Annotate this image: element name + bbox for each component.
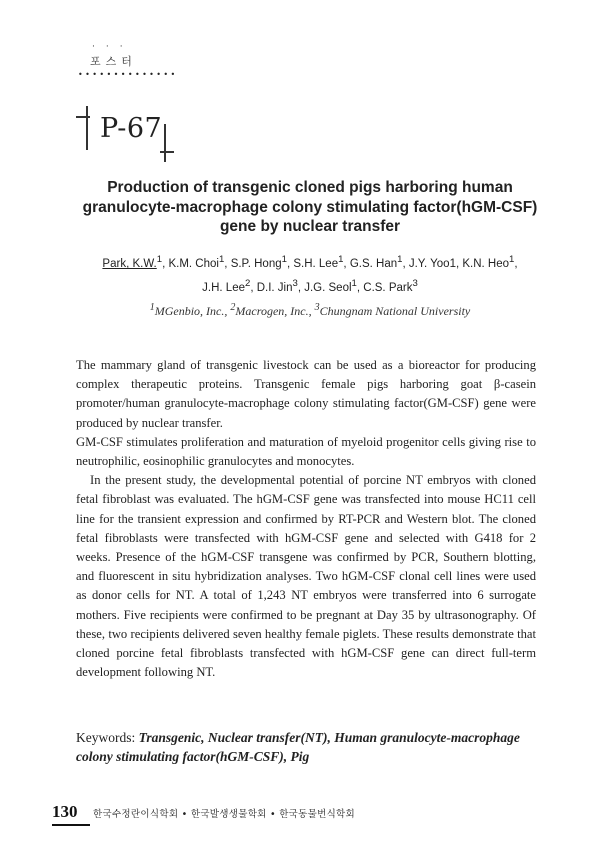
author-affil: 1 xyxy=(338,254,344,265)
footer-societies: 한국수정란이식학회 • 한국발생생물학회 • 한국동물번식학회 xyxy=(93,809,356,820)
lead-author-affil: 1 xyxy=(156,254,163,265)
author: G.S. Han xyxy=(349,257,398,270)
section-title: 포스터 xyxy=(90,55,137,68)
affiliation: MGenbio, Inc., xyxy=(154,304,228,318)
author-affil: 1 xyxy=(218,254,225,265)
affiliation: Chungnam National University xyxy=(319,304,471,318)
keywords-values: Transgenic, Nuclear transfer(NT), Human granulocyte-macrophage colony stimulating factor(hGM-CSF), Pig xyxy=(76,730,520,764)
author-affil: 1 xyxy=(351,277,357,289)
affil-number: 2 xyxy=(230,302,236,313)
code-box-left-rule xyxy=(86,106,88,150)
author: K.M. Choi xyxy=(168,257,219,270)
lead-author: Park, K.W. xyxy=(102,257,157,270)
page-footer xyxy=(0,800,600,830)
footer-rule xyxy=(52,824,90,826)
code-box-right-rule xyxy=(164,124,166,162)
affil-number: 1 xyxy=(149,302,155,313)
author: S.P. Hong xyxy=(230,257,282,270)
paper-title: Production of transgenic cloned pigs harboring human granulocyte-macrophage colony stimulating factor(hGM-CSF) gene by nuclear transfer xyxy=(82,179,538,235)
author-affil: 2 xyxy=(245,277,251,289)
author-affil: 1 xyxy=(281,254,287,265)
abstract-body xyxy=(76,356,536,682)
poster-code: P-67 xyxy=(100,113,163,144)
poster-code-box xyxy=(84,106,184,160)
page-number: 130 xyxy=(52,802,78,821)
author: J.G. Seol xyxy=(304,281,352,294)
keywords-label: Keywords: xyxy=(76,730,136,745)
abstract-paragraph: The mammary gland of transgenic livestock can be used as a bioreactor for producing complex therapeutic proteins. Transgenic female pigs harboring goat β-casein promoter/human granulocyte-macrophage colony stimulating factor(GM-CSF) gene were produced by nuclear transfer. xyxy=(76,358,536,430)
author-affil: 3 xyxy=(292,277,298,289)
author-affil: 3 xyxy=(412,277,418,289)
author-affil: 1 xyxy=(397,254,403,265)
affiliation: Macrogen, Inc., xyxy=(235,304,312,318)
author: S.H. Lee xyxy=(293,257,339,270)
author-list: Park, K.W.$^1$, K.M. Choi$^1$, S.P. Hong$^1$, S.H. Lee$^1$, G.S. Han$^1$, J.Y. Yoo1, K.N. Heo$^1$, J.H. Lee$^2$, D.I. Jin$^3$, J.G. Seol$^1$, C.S. Park$^3$ xyxy=(102,254,518,294)
affil-number: 3 xyxy=(314,302,320,313)
code-box-bottom-tick xyxy=(160,151,174,153)
author-affil: 1 xyxy=(509,254,515,265)
author: J.Y. Yoo1 xyxy=(408,257,456,270)
section-dots-bottom: •••••••••••••• xyxy=(78,70,178,79)
abstract-paragraph: In the present study, the developmental potential of porcine NT embryos with cloned fetal fibroblast was evaluated. The hGM-CSF gene was transfected into mouse HC11 cell line for the transient expression and confirmed by RT-PCR and Western blot. The cloned fetal fibroblasts were transfected with hGM-CSF gene and selected with G418 for 2 weeks. Presence of the hGM-CSF transgene was confirmed by PCR, Southern blotting, and fluorescent in situ hybridization analyses. Two hGM-CSF clonal cell lines were used as donor cells for NT. A total of 1,243 NT embryos were transferred into 6 surrogate mothers. Five recipients were confirmed to be pregnant at Day 35 by ultrasonography. Of these, two recipients delivered seven healthy female piglets. These results demonstrate that cloned porcine fetal fibroblasts transfected with hGM-CSF gene can direct full-term development following NT. xyxy=(76,473,536,680)
author: J.H. Lee xyxy=(202,281,245,294)
code-box-top-tick xyxy=(76,116,90,118)
author: D.I. Jin xyxy=(256,281,293,294)
section-dots-top: ··· xyxy=(92,42,134,52)
keywords xyxy=(76,728,546,766)
affiliations xyxy=(70,302,550,319)
author: K.N. Heo xyxy=(462,257,510,270)
abstract-paragraph: GM-CSF stimulates proliferation and maturation of myeloid progenitor cells giving rise to neutrophilic, eosinophilic granulocytes and monocytes. xyxy=(76,434,536,469)
author: C.S. Park xyxy=(363,281,413,294)
